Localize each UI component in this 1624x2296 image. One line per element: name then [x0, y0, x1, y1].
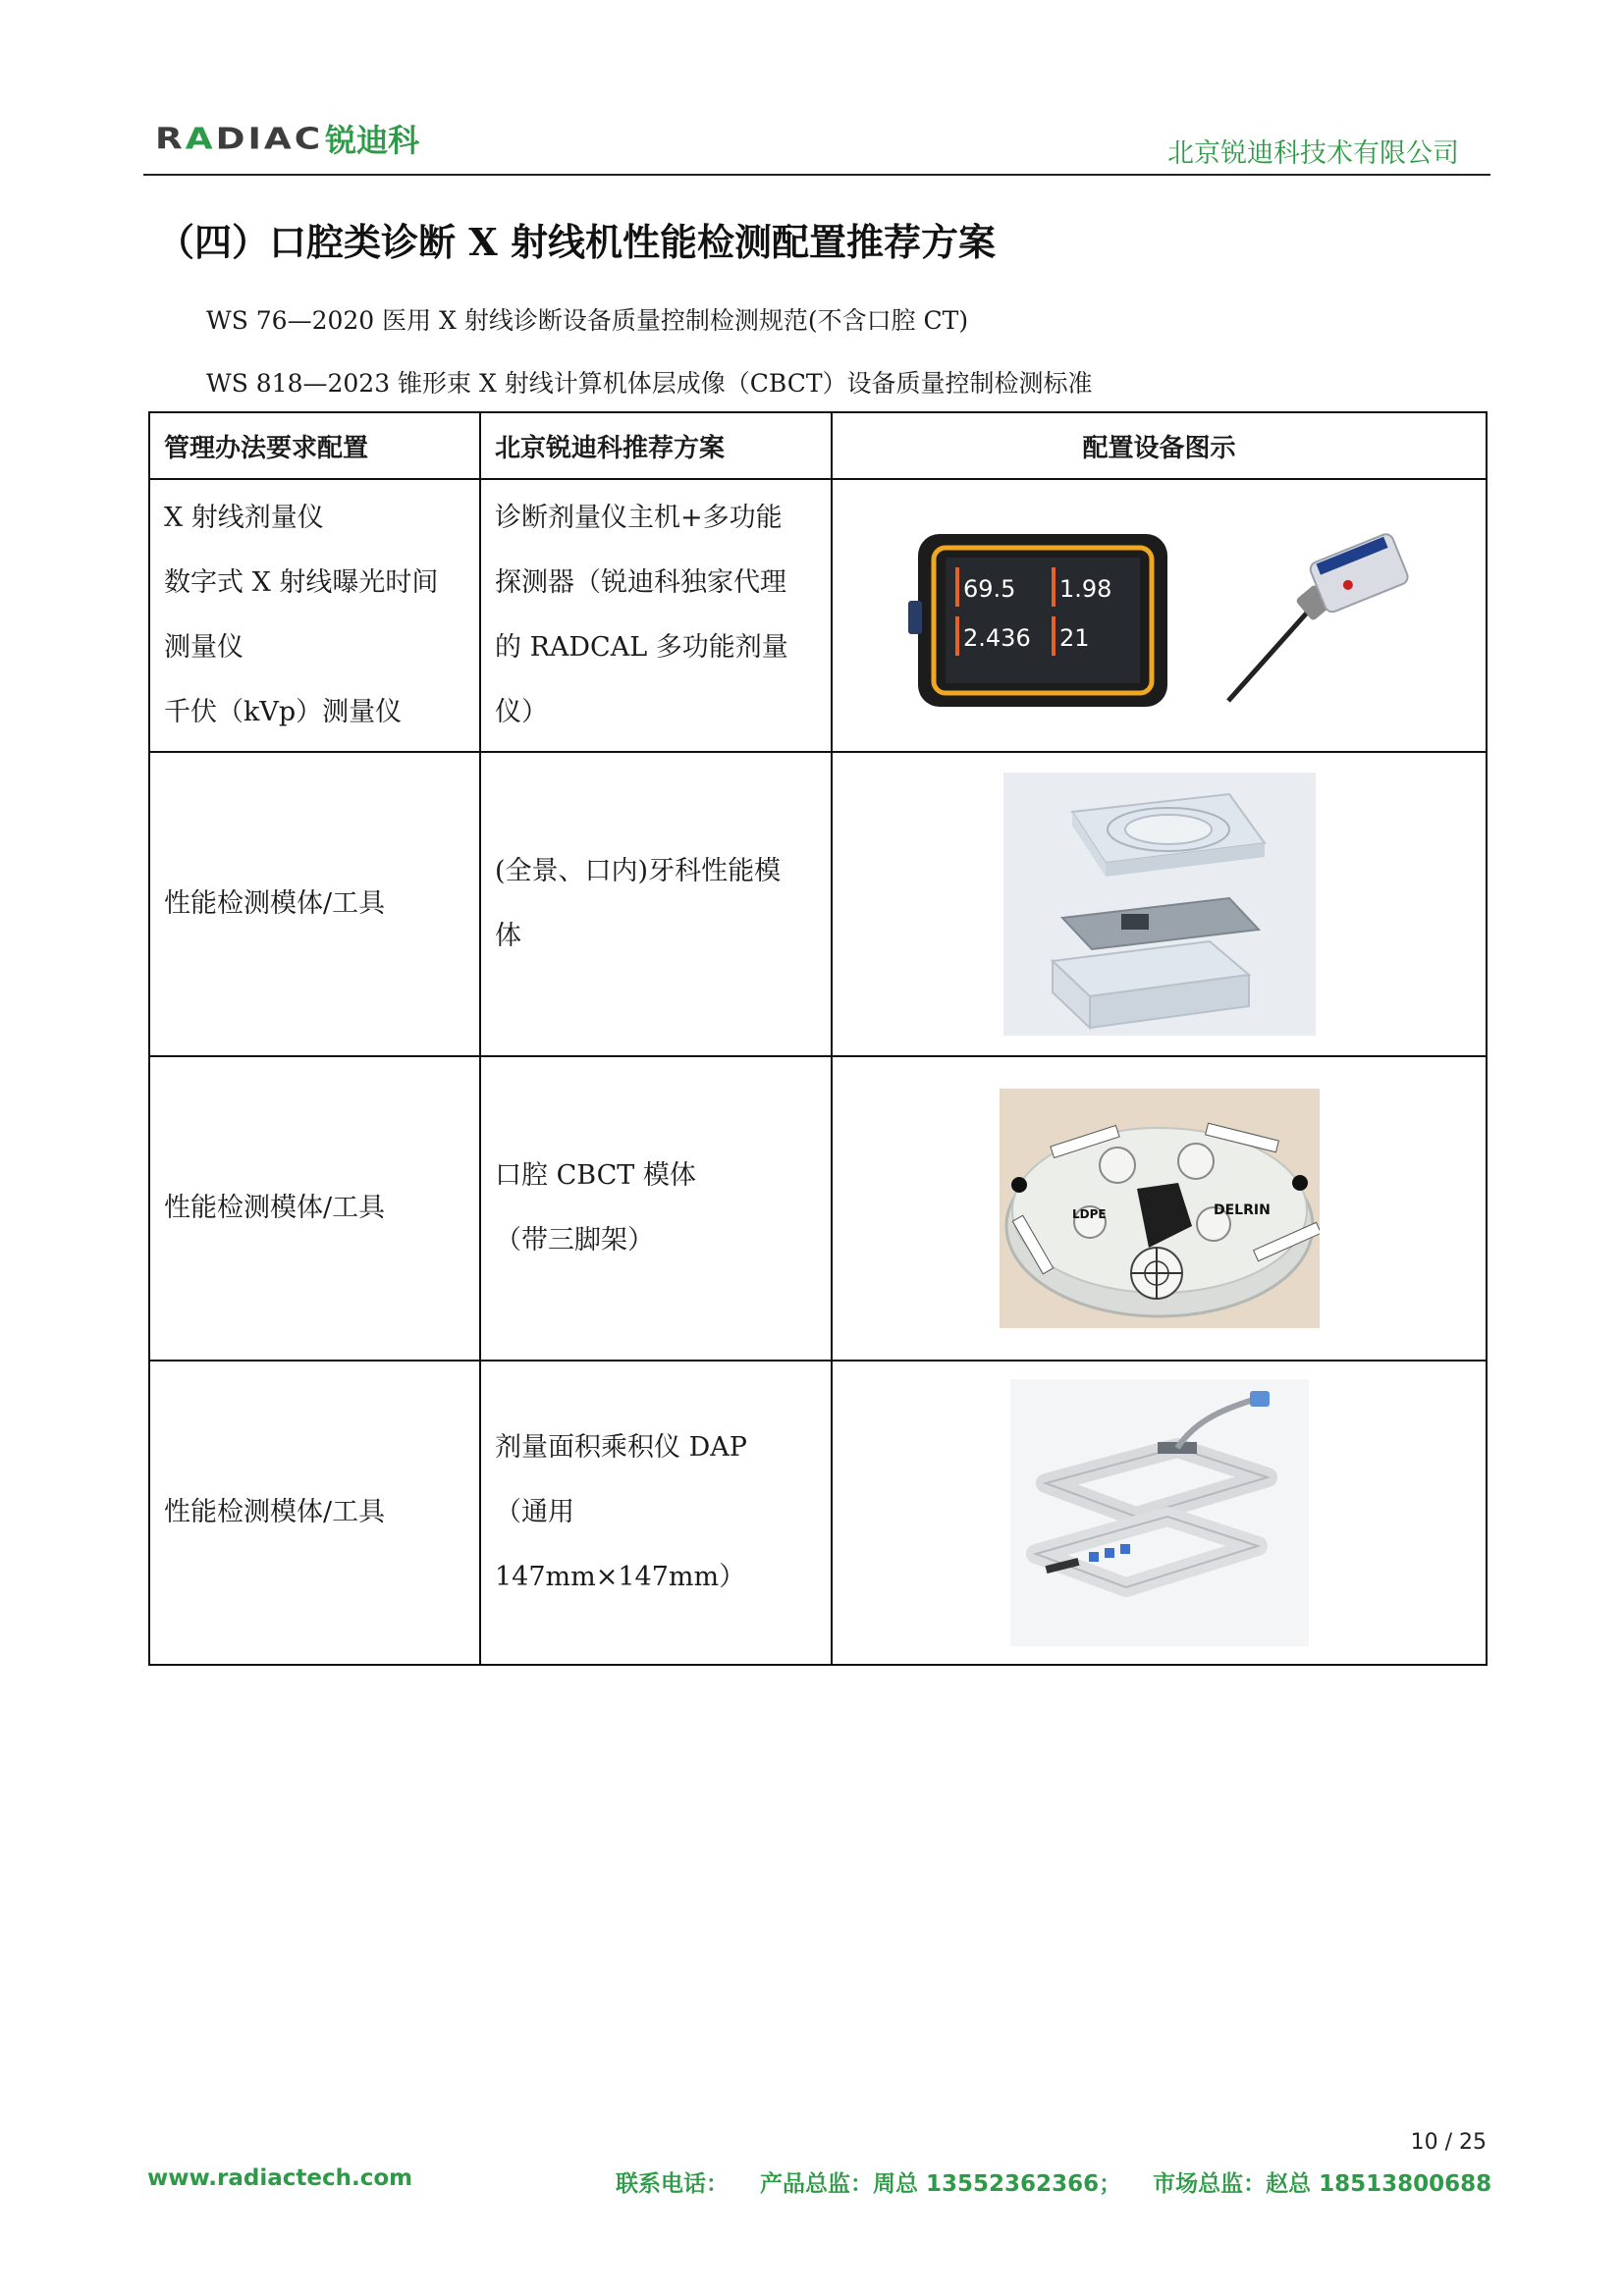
- logo-letters: DIAC: [215, 121, 324, 156]
- requirement-cell: [149, 479, 480, 752]
- dap-meter-image: [1010, 1379, 1309, 1646]
- solution-cell: [480, 752, 832, 1056]
- solution-cell: [480, 1361, 832, 1665]
- marker-dot: [1011, 1177, 1027, 1193]
- footer-contact-info: 联系电话： 产品总监：周总 13552362366； 市场总监：赵总 18513800688: [616, 2171, 1492, 2197]
- config-table: [148, 411, 1488, 1666]
- company-logo: [155, 116, 419, 161]
- marker-dot: [1292, 1175, 1308, 1191]
- solution-cell: [480, 1056, 832, 1361]
- screen-reading: 2.436: [962, 624, 1031, 652]
- cell-line: 测量仪: [164, 632, 244, 663]
- cell-line: （带三脚架）: [495, 1225, 654, 1255]
- standard-line: WS 818—2023 锥形束 X 射线计算机体层成像（CBCT）设备质量控制检测标准: [206, 369, 1093, 398]
- requirement-cell: 性能检测模体/工具: [149, 1361, 480, 1665]
- cell-line: (全景、口内)牙科性能模: [495, 856, 782, 886]
- column-header: 管理办法要求配置: [149, 412, 480, 479]
- insert-label: LDPE: [1071, 1207, 1107, 1221]
- probe-detector: [1308, 532, 1410, 614]
- page-number: 10 / 25: [1410, 2130, 1487, 2155]
- cell-line: 口腔 CBCT 模体: [495, 1160, 696, 1191]
- frame-button: [1105, 1548, 1114, 1558]
- cell-line: （通用 147mm×147mm）: [495, 1497, 746, 1592]
- cell-line: 剂量面积乘积仪 DAP: [495, 1432, 747, 1463]
- section-title: （四）口腔类诊断 X 射线机性能检测配置推荐方案: [157, 220, 996, 264]
- phantom-insert: [1100, 1148, 1135, 1183]
- cell-line: 千伏（kVp）测量仪: [164, 697, 403, 727]
- screen-bar: [955, 567, 959, 607]
- logo-letter: R: [155, 121, 186, 156]
- solution-cell: [480, 479, 832, 752]
- screen-bar: [955, 616, 959, 656]
- logo-letter-accent: A: [185, 121, 216, 156]
- cell-line: 诊断剂量仪主机+多功能: [495, 503, 783, 533]
- dosimeter-device-image: [904, 512, 1415, 719]
- image-cell: [832, 1056, 1487, 1361]
- cbct-phantom-image: [1000, 1089, 1320, 1328]
- image-cell: [832, 752, 1487, 1056]
- table-row: [149, 752, 1487, 1056]
- cell-line: 仪）: [495, 697, 548, 727]
- connector-port: [908, 601, 922, 634]
- table-row: [149, 1056, 1487, 1361]
- table-header-row: [149, 412, 1487, 479]
- table-row: [149, 1361, 1487, 1665]
- cell-line: 数字式 X 射线曝光时间: [164, 567, 439, 598]
- requirement-cell: 性能检测模体/工具: [149, 1056, 480, 1361]
- header-divider: [143, 174, 1490, 176]
- image-cell: [832, 479, 1487, 752]
- screen-bar: [1052, 567, 1056, 607]
- frame-button: [1089, 1552, 1099, 1562]
- logo-cn-text: 锐迪科: [325, 122, 420, 159]
- dental-phantom-image: [1003, 773, 1316, 1036]
- insert-label: DELRIN: [1213, 1202, 1271, 1218]
- phantom-insert: [1121, 914, 1149, 930]
- screen-reading: 21: [1058, 624, 1090, 652]
- standard-line: WS 76—2020 医用 X 射线诊断设备质量控制检测规范(不含口腔 CT): [206, 306, 969, 335]
- header-company-name: 北京锐迪科技术有限公司: [1167, 138, 1459, 169]
- dap-connector: [1250, 1391, 1270, 1407]
- cell-line: 探测器（锐迪科独家代理: [495, 567, 786, 598]
- table-row: [149, 479, 1487, 752]
- image-cell: [832, 1361, 1487, 1665]
- cell-line: 的 RADCAL 多功能剂量: [495, 632, 788, 663]
- column-header: 北京锐迪科推荐方案: [480, 412, 832, 479]
- screen-reading: 69.5: [962, 575, 1015, 603]
- probe-cable: [1228, 611, 1309, 701]
- cell-line: 体: [495, 921, 521, 951]
- cell-line: X 射线剂量仪: [164, 503, 324, 533]
- phantom-disc: [1125, 815, 1212, 844]
- screen-reading: 1.98: [1058, 575, 1111, 603]
- requirement-cell: 性能检测模体/工具: [149, 752, 480, 1056]
- column-header: 配置设备图示: [832, 412, 1487, 479]
- logo-wordmark: [155, 122, 323, 156]
- phantom-insert: [1178, 1144, 1214, 1179]
- footer-website-link[interactable]: www.radiactech.com: [147, 2165, 413, 2191]
- frame-button: [1120, 1544, 1130, 1554]
- screen-bar: [1052, 616, 1056, 656]
